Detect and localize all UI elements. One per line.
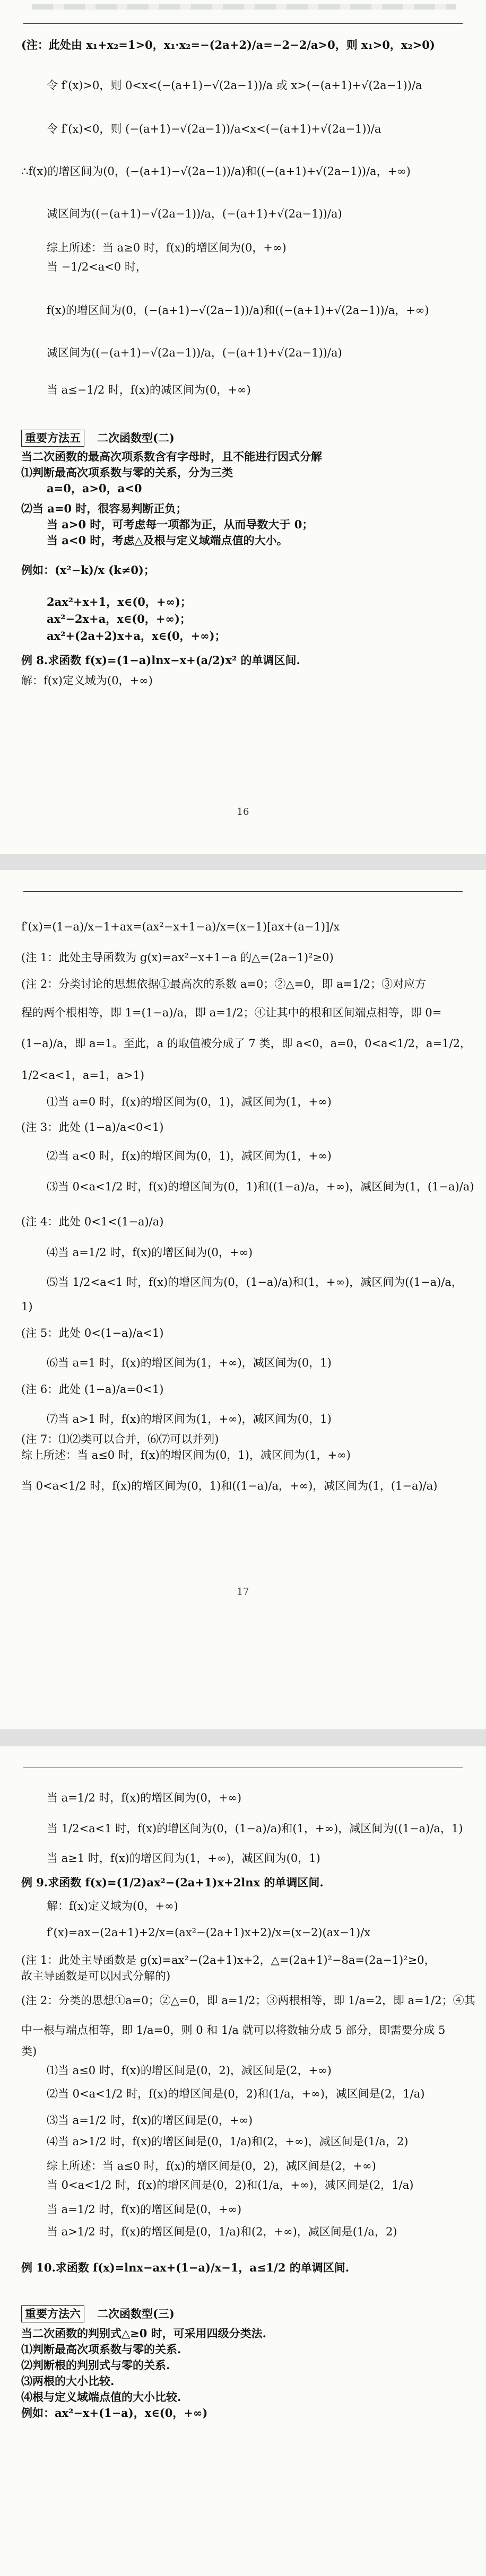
- page-gap: [0, 854, 486, 870]
- text-line: (注 3：此处 (1−a)/a<0<1): [21, 1121, 164, 1134]
- text-line: ⑵当 a=0 时，很容易判断正负；: [21, 502, 187, 515]
- text-line: 2ax²+x+1，x∈(0，+∞)；: [47, 595, 192, 608]
- header-rule: [23, 23, 463, 24]
- section-heading: [21, 2305, 467, 2322]
- text-line: ⑶当 a=1/2 时，f(x)的增区间是(0，+∞): [47, 2114, 253, 2127]
- text-line: ⑷根与定义域端点值的大小比较.: [21, 2390, 181, 2404]
- header-rule: [23, 891, 463, 892]
- text-line: (注 6：此处 (1−a)/a=0<1): [21, 1383, 164, 1396]
- text-line: f′(x)=ax−(2a+1)+2/x=(ax²−(2a+1)x+2)/x=(x−2)(ax−1)/x: [47, 1926, 371, 1939]
- text-line: 中一根与端点相等，即 1/a=0，则 0 和 1/a 就可以将数轴分成 5 部分，即需要分成 5: [21, 2024, 446, 2037]
- text-line: 当 a>0 时，可考虑每一项都为正，从而导数大于 0；: [47, 518, 314, 531]
- text-line: 当二次函数的最高次项系数含有字母时，且不能进行因式分解: [21, 450, 322, 463]
- text-line: 例 9.求函数 f(x)=(1/2)ax²−(2a+1)x+2lnx 的单调区间.: [21, 1876, 324, 1889]
- document-page-1: [0, 0, 486, 854]
- text-line: 综上所述：当 a≥0 时，f(x)的增区间为(0，+∞): [47, 241, 287, 254]
- text-line: ∴f(x)的增区间为(0，(−(a+1)−√(2a−1))/a)和((−(a+1)+√(2a−1))/a，+∞): [21, 165, 411, 178]
- text-line: 当 0<a<1/2 时，f(x)的增区间为(0，1)和((1−a)/a，+∞)，减区间为(1，(1−a)/a): [21, 1480, 438, 1492]
- method-label-box: 重要方法六: [21, 2305, 84, 2322]
- text-line: (注 1：此处主导函数是 g(x)=ax²−(2a+1)x+2，△=(2a+1)²−8a=(2a−1)²≥0，: [21, 1954, 436, 1966]
- page-number: 17: [237, 1586, 249, 1597]
- section-heading: [21, 430, 467, 447]
- text-line: 解：f(x)定义域为(0，+∞): [47, 1900, 178, 1912]
- text-line: 解：f(x)定义域为(0，+∞): [21, 674, 153, 687]
- text-line: 1/2<a<1，a=1，a>1): [21, 1069, 145, 1082]
- header-strip: [32, 4, 456, 10]
- text-line: 类): [21, 2045, 37, 2058]
- text-line: f′(x)=(1−a)/x−1+ax=(ax²−x+1−a)/x=(x−1)[ax+(a−1)]/x: [21, 920, 340, 933]
- page-number: 16: [237, 806, 249, 817]
- text-line: 令 f′(x)>0，则 0<x<(−(a+1)−√(2a−1))/a 或 x>(−(a+1)+√(2a−1))/a: [47, 79, 422, 92]
- text-line: 例 10.求函数 f(x)=lnx−ax+(1−a)/x−1，a≤1/2 的单调区间.: [21, 2261, 350, 2274]
- text-line: ⑴判断最高次项系数与零的关系，分为三类: [21, 466, 233, 479]
- text-line: 令 f′(x)<0，则 (−(a+1)−√(2a−1))/a<x<(−(a+1)+√(2a−1))/a: [47, 123, 381, 135]
- text-line: (注 2：分类的思想①a=0；②△=0，即 a=1/2；③两根相等，即 1/a=2，即 a=1/2；④其: [21, 1994, 475, 2007]
- text-line: ⑵当 0<a<1/2 时，f(x)的增区间是(0，2)和(1/a，+∞)，减区间是(2，1/a): [47, 2087, 425, 2100]
- text-line: (注 5：此处 0<(1−a)/a<1): [21, 1327, 164, 1339]
- text-line: ⑷当 a>1/2 时，f(x)的增区间是(0，1/a)和(2，+∞)，减区间是(1/a，2): [47, 2135, 409, 2148]
- document-page-2: [0, 870, 486, 1729]
- text-line: ⑵当 a<0 时，f(x)的增区间为(0，1)，减区间为(1，+∞): [47, 1150, 332, 1162]
- text-line: ⑷当 a=1/2 时，f(x)的增区间为(0，+∞): [47, 1246, 253, 1259]
- text-line: (1−a)/a，即 a=1。至此，a 的取值被分成了 7 类，即 a<0，a=0，0<a<1/2，a=1/2，: [21, 1037, 471, 1050]
- text-line: ⑴当 a=0 时，f(x)的增区间为(0，1)，减区间为(1，+∞): [47, 1095, 332, 1108]
- text-line: 1): [21, 1300, 33, 1313]
- text-line: ⑴当 a≤0 时，f(x)的增区间是(0，2)，减区间是(2，+∞): [47, 2064, 332, 2077]
- text-line: 综上所述：当 a≤0 时，f(x)的增区间为(0，1)，减区间为(1，+∞): [21, 1449, 351, 1461]
- text-line: (注 7：⑴⑵类可以合并，⑹⑺可以并列): [21, 1433, 219, 1446]
- text-line: ⑴判断最高次项系数与零的关系.: [21, 2343, 181, 2356]
- text-line: 当 a>1/2 时，f(x)的增区间是(0，1/a)和(2，+∞)，减区间是(1/a，2): [47, 2225, 397, 2238]
- text-line: ⑶两根的大小比较.: [21, 2374, 115, 2388]
- text-line: 程的两个根相等，即 1=(1−a)/a，即 a=1/2；④让其中的根和区间端点相等，即 0=: [21, 1006, 442, 1019]
- method-label-box: 重要方法五: [21, 430, 84, 447]
- document-page-3: [0, 1746, 486, 2576]
- text-line: 故主导函数是可以因式分解的): [21, 1970, 171, 1982]
- text-line: 当 a=1/2 时，f(x)的增区间是(0，+∞): [47, 2203, 242, 2216]
- text-line: 当二次函数的判别式△≥0 时，可采用四级分类法.: [21, 2327, 266, 2340]
- text-line: ⑺当 a>1 时，f(x)的增区间为(1，+∞)，减区间为(0，1): [47, 1413, 332, 1425]
- text-line: (注 1：此处主导函数为 g(x)=ax²−x+1−a 的△=(2a−1)²≥0): [21, 951, 334, 964]
- text-line: ⑵判断根的判别式与零的关系.: [21, 2359, 170, 2372]
- page-gap: [0, 1729, 486, 1746]
- text-line: 例 8.求函数 f(x)=(1−a)lnx−x+(a/2)x² 的单调区间.: [21, 654, 300, 667]
- text-line: 例如：(x²−k)/x (k≠0)；: [21, 563, 155, 577]
- text-line: 当 1/2<a<1 时，f(x)的增区间为(0，(1−a)/a)和(1，+∞)，减区间为((1−a)/a，1): [47, 1822, 463, 1835]
- text-line: ax²+(2a+2)x+a，x∈(0，+∞)；: [47, 629, 226, 642]
- text-line: ⑹当 a=1 时，f(x)的增区间为(1，+∞)，减区间为(0，1): [47, 1356, 332, 1369]
- text-line: ⑶当 0<a<1/2 时，f(x)的增区间为(0，1)和((1−a)/a，+∞)，减区间为(1，(1−a)/a): [47, 1180, 474, 1193]
- text-line: a=0，a>0，a<0: [47, 482, 142, 495]
- text-line: 当 a=1/2 时，f(x)的增区间为(0，+∞): [47, 1791, 242, 1804]
- section-title: 二次函数型(三): [97, 2307, 175, 2320]
- text-line: 当 −1/2<a<0 时，: [47, 260, 147, 273]
- text-line: 当 a≤−1/2 时，f(x)的减区间为(0，+∞): [47, 384, 251, 396]
- text-line: 减区间为((−(a+1)−√(2a−1))/a，(−(a+1)+√(2a−1))/a): [47, 207, 342, 220]
- text-line: ax²−2x+a，x∈(0，+∞)；: [47, 612, 191, 625]
- text-line: 例如：ax²−x+(1−a)，x∈(0，+∞): [21, 2406, 208, 2420]
- text-line: 减区间为((−(a+1)−√(2a−1))/a，(−(a+1)+√(2a−1))/a): [47, 346, 342, 359]
- text-line: 当 a≥1 时，f(x)的增区间为(1，+∞)，减区间为(0，1): [47, 1852, 320, 1865]
- text-line: (注：此处由 x₁+x₂=1>0，x₁·x₂=−(2a+2)/a=−2−2/a>0，则 x₁>0，x₂>0): [21, 38, 435, 51]
- section-title: 二次函数型(二): [97, 431, 175, 445]
- text-line: ⑸当 1/2<a<1 时，f(x)的增区间为(0，(1−a)/a)和(1，+∞)，减区间为((1−a)/a，: [47, 1276, 463, 1289]
- text-line: 当 0<a<1/2 时，f(x)的增区间是(0，2)和(1/a，+∞)，减区间是(2，1/a): [47, 2179, 414, 2191]
- text-line: f(x)的增区间为(0，(−(a+1)−√(2a−1))/a)和((−(a+1)+√(2a−1))/a，+∞): [47, 304, 429, 317]
- text-line: 综上所述：当 a≤0 时，f(x)的增区间是(0，2)，减区间是(2，+∞): [47, 2160, 376, 2172]
- text-line: (注 4：此处 0<1<(1−a)/a): [21, 1215, 164, 1228]
- text-line: 当 a<0 时，考虑△及根与定义域端点值的大小。: [47, 534, 288, 547]
- text-line: (注 2：分类讨论的思想依据①最高次的系数 a=0；②△=0，即 a=1/2；③对应方: [21, 978, 427, 990]
